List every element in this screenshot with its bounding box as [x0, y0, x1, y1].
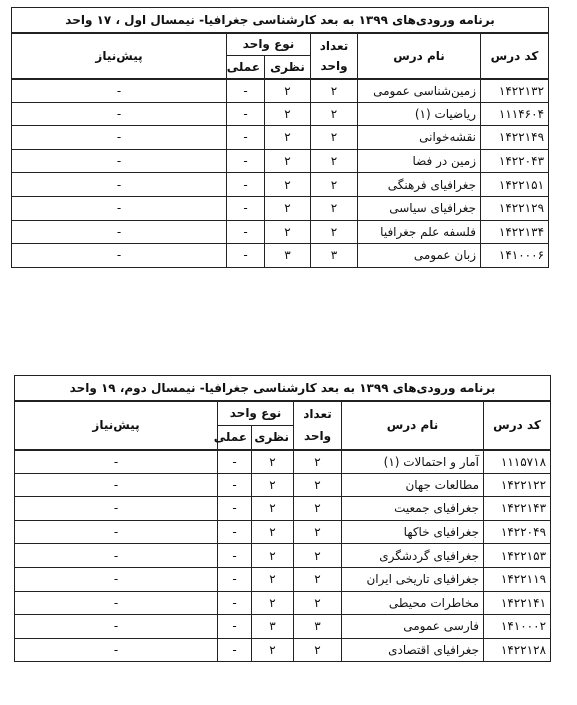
- theory-units: ۲: [252, 473, 294, 497]
- theory-units: ۲: [265, 220, 311, 244]
- unit-count: ۲: [294, 497, 342, 521]
- theory-units: ۲: [265, 149, 311, 173]
- header-prerequisite: پیش‌نیاز: [15, 401, 218, 450]
- header-unit-count: [294, 401, 342, 450]
- prerequisite: -: [15, 520, 218, 544]
- theory-units: ۲: [252, 638, 294, 662]
- header-practical: عملی: [218, 426, 252, 450]
- prerequisite: -: [12, 220, 227, 244]
- course-code: ۱۴۲۲۱۲۹: [481, 196, 549, 220]
- practical-units: -: [218, 497, 252, 521]
- table-row: [15, 591, 551, 615]
- table-row: [15, 520, 551, 544]
- course-name: ریاضیات (۱): [358, 102, 481, 126]
- course-code: ۱۴۲۲۰۴۹: [484, 520, 551, 544]
- header-unit-type: نوع واحد: [227, 33, 311, 56]
- course-code: ۱۴۲۲۱۱۹: [484, 567, 551, 591]
- unit-count: ۲: [294, 450, 342, 474]
- table-row: [15, 497, 551, 521]
- header-course-name: نام درس: [342, 401, 484, 450]
- unit-count: ۲: [294, 520, 342, 544]
- theory-units: ۲: [265, 173, 311, 197]
- course-name: زمین در فضا: [358, 149, 481, 173]
- practical-units: -: [227, 126, 265, 150]
- course-code: ۱۴۲۲۱۴۳: [484, 497, 551, 521]
- course-name: مطالعات جهان: [342, 473, 484, 497]
- course-code: ۱۴۲۲۱۳۴: [481, 220, 549, 244]
- prerequisite: -: [12, 149, 227, 173]
- unit-count: ۲: [311, 173, 358, 197]
- theory-units: ۲: [265, 196, 311, 220]
- prerequisite: -: [12, 126, 227, 150]
- course-code: ۱۱۱۵۷۱۸: [484, 450, 551, 474]
- prerequisite: -: [15, 615, 218, 639]
- prerequisite: -: [15, 638, 218, 662]
- prerequisite: -: [12, 102, 227, 126]
- course-name: جغرافیای تاریخی ایران: [342, 567, 484, 591]
- table-row: [12, 196, 549, 220]
- course-code: ۱۴۲۲۱۴۹: [481, 126, 549, 150]
- course-code: ۱۴۲۲۱۳۲: [481, 79, 549, 103]
- course-code: ۱۴۲۲۱۵۱: [481, 173, 549, 197]
- theory-units: ۲: [252, 567, 294, 591]
- header-course-name: نام درس: [358, 33, 481, 79]
- practical-units: -: [218, 473, 252, 497]
- unit-count: ۲: [294, 567, 342, 591]
- course-code: ۱۴۲۲۱۲۲: [484, 473, 551, 497]
- header-unit-count-line2: واحد: [303, 429, 332, 443]
- theory-units: ۲: [252, 497, 294, 521]
- prerequisite: -: [15, 544, 218, 568]
- practical-units: -: [218, 638, 252, 662]
- table-row: [12, 149, 549, 173]
- practical-units: -: [218, 591, 252, 615]
- course-name: فارسی عمومی: [342, 615, 484, 639]
- first-semester-table: [11, 7, 549, 268]
- table-row: [12, 244, 549, 268]
- table-row: [15, 615, 551, 639]
- header-prerequisite: پیش‌نیاز: [12, 33, 227, 79]
- course-name: جغرافیای اقتصادی: [342, 638, 484, 662]
- unit-count: ۳: [294, 615, 342, 639]
- table-body: [15, 450, 551, 662]
- prerequisite: -: [15, 497, 218, 521]
- practical-units: -: [218, 520, 252, 544]
- course-name: جغرافیای سیاسی: [358, 196, 481, 220]
- prerequisite: -: [15, 591, 218, 615]
- course-name: آمار و احتمالات (۱): [342, 450, 484, 474]
- theory-units: ۲: [265, 126, 311, 150]
- prerequisite: -: [15, 450, 218, 474]
- prerequisite: -: [15, 567, 218, 591]
- practical-units: -: [227, 173, 265, 197]
- table-row: [12, 173, 549, 197]
- table-row: [12, 220, 549, 244]
- header-unit-count: [311, 33, 358, 79]
- practical-units: -: [227, 244, 265, 268]
- course-name: زبان عمومی: [358, 244, 481, 268]
- unit-count: ۲: [294, 473, 342, 497]
- header-course-code: کد درس: [484, 401, 551, 450]
- practical-units: -: [227, 149, 265, 173]
- practical-units: -: [227, 220, 265, 244]
- practical-units: -: [218, 567, 252, 591]
- unit-count: ۲: [311, 79, 358, 103]
- table-row: [15, 450, 551, 474]
- second-semester-table: [14, 375, 551, 662]
- course-name: جغرافیای جمعیت: [342, 497, 484, 521]
- unit-count: ۳: [311, 244, 358, 268]
- header-course-code: کد درس: [481, 33, 549, 79]
- table-row: [12, 102, 549, 126]
- course-name: فلسفه علم جغرافیا: [358, 220, 481, 244]
- table-body: [12, 79, 549, 268]
- practical-units: -: [218, 544, 252, 568]
- theory-units: ۳: [265, 244, 311, 268]
- table-title: برنامه ورودی‌های ۱۳۹۹ به بعد کارشناسی جغرافیا- نیمسال دوم، ۱۹ واحد: [15, 376, 551, 401]
- header-unit-count-line1: تعداد: [319, 38, 349, 53]
- unit-count: ۲: [311, 126, 358, 150]
- course-code: ۱۴۲۲۱۲۸: [484, 638, 551, 662]
- practical-units: -: [218, 615, 252, 639]
- course-code: ۱۴۲۲۱۴۱: [484, 591, 551, 615]
- prerequisite: -: [12, 173, 227, 197]
- table-row: [15, 473, 551, 497]
- unit-count: ۲: [294, 638, 342, 662]
- unit-count: ۲: [311, 102, 358, 126]
- course-name: مخاطرات محیطی: [342, 591, 484, 615]
- theory-units: ۲: [252, 450, 294, 474]
- unit-count: ۲: [294, 591, 342, 615]
- prerequisite: -: [15, 473, 218, 497]
- header-unit-type: نوع واحد: [218, 401, 294, 426]
- unit-count: ۲: [311, 149, 358, 173]
- course-name: جغرافیای خاکها: [342, 520, 484, 544]
- practical-units: -: [227, 196, 265, 220]
- table-row: [15, 638, 551, 662]
- theory-units: ۲: [265, 102, 311, 126]
- course-code: ۱۴۱۰۰۰۶: [481, 244, 549, 268]
- course-code: ۱۱۱۴۶۰۴: [481, 102, 549, 126]
- course-name: جغرافیای گردشگری: [342, 544, 484, 568]
- practical-units: -: [227, 79, 265, 103]
- prerequisite: -: [12, 244, 227, 268]
- course-code: ۱۴۱۰۰۰۲: [484, 615, 551, 639]
- practical-units: -: [227, 102, 265, 126]
- header-unit-count-line1: تعداد: [303, 407, 332, 421]
- course-name: نقشه‌خوانی: [358, 126, 481, 150]
- course-name: جغرافیای فرهنگی: [358, 173, 481, 197]
- unit-count: ۲: [294, 544, 342, 568]
- course-code: ۱۴۲۲۱۵۳: [484, 544, 551, 568]
- table-title: برنامه ورودی‌های ۱۳۹۹ به بعد کارشناسی جغرافیا- نیمسال اول ، ۱۷ واحد: [12, 8, 549, 33]
- unit-count: ۲: [311, 196, 358, 220]
- unit-count: ۲: [311, 220, 358, 244]
- practical-units: -: [218, 450, 252, 474]
- theory-units: ۲: [252, 591, 294, 615]
- course-name: زمین‌شناسی عمومی: [358, 79, 481, 103]
- theory-units: ۲: [252, 520, 294, 544]
- theory-units: ۲: [265, 79, 311, 103]
- header-theory: نظری: [265, 56, 311, 79]
- header-theory: نظری: [252, 426, 294, 450]
- course-code: ۱۴۲۲۰۴۳: [481, 149, 549, 173]
- header-unit-count-line2: واحد: [320, 58, 348, 73]
- table-row: [15, 544, 551, 568]
- theory-units: ۳: [252, 615, 294, 639]
- theory-units: ۲: [252, 544, 294, 568]
- table-row: [12, 126, 549, 150]
- table-row: [15, 567, 551, 591]
- header-practical: عملی: [227, 56, 265, 79]
- table-row: [12, 79, 549, 103]
- prerequisite: -: [12, 196, 227, 220]
- prerequisite: -: [12, 79, 227, 103]
